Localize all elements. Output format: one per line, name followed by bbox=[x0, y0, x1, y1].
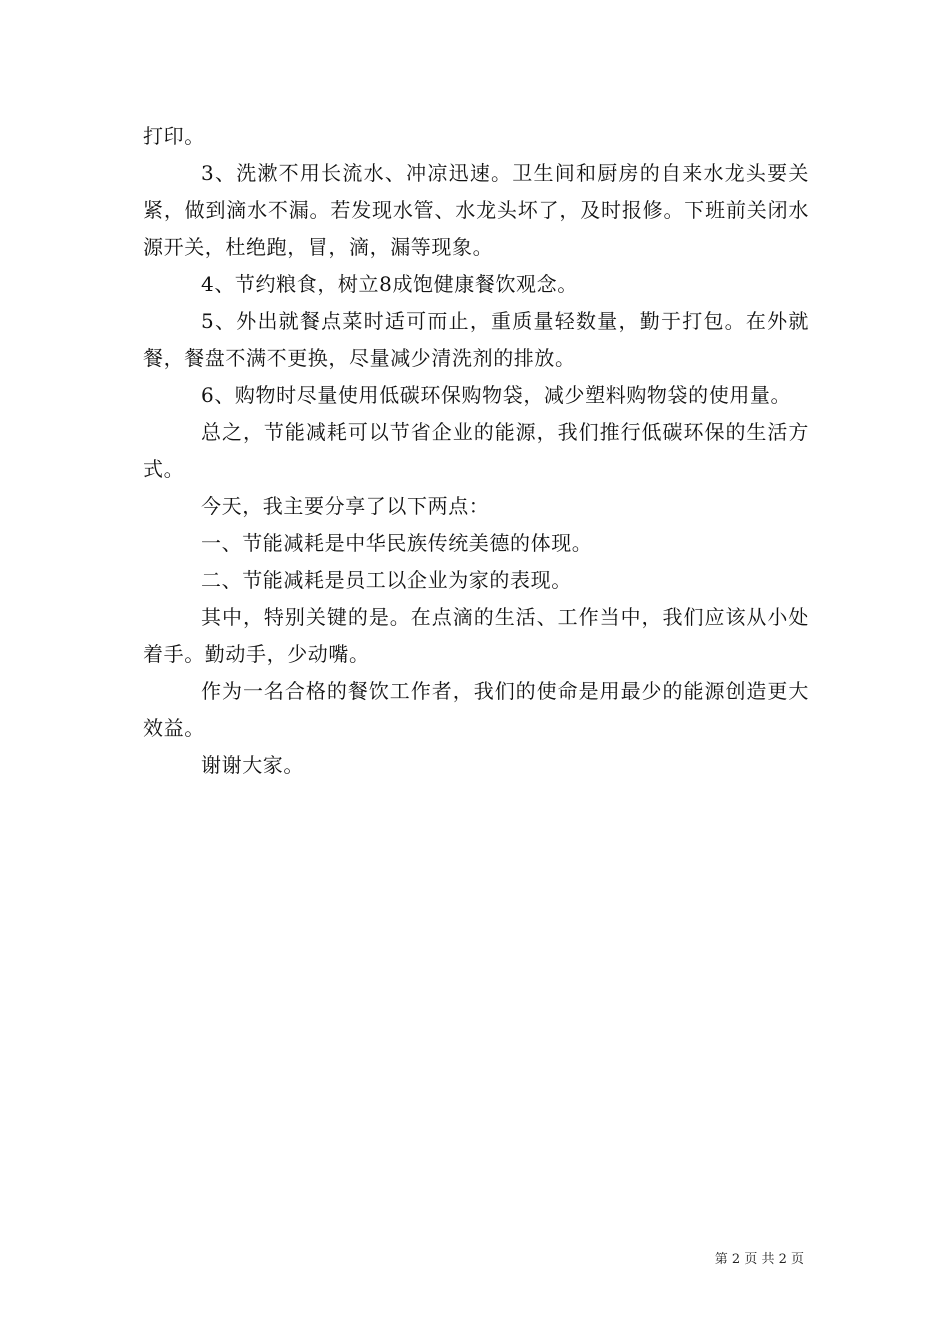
paragraph-1: 打印。 bbox=[143, 124, 205, 148]
paragraph-8: 一、节能减耗是中华民族传统美德的体现。 bbox=[201, 531, 593, 555]
paragraph-10: 其中，特别关键的是。在点滴的生活、工作当中，我们应该从小处着手。勤动手，少动嘴。 bbox=[143, 605, 809, 666]
paragraph-12: 谢谢大家。 bbox=[201, 753, 304, 777]
paragraph-4: 5、外出就餐点菜时适可而止，重质量轻数量，勤于打包。在外就餐，餐盘不满不更换，尽量减少清洗剂的排放。 bbox=[143, 309, 809, 370]
document-body bbox=[143, 118, 809, 784]
paragraph-2: 3、洗漱不用长流水、冲凉迅速。卫生间和厨房的自来水龙头要关紧，做到滴水不漏。若发现水管、水龙头坏了，及时报修。下班前关闭水源开关，杜绝跑，冒，滴，漏等现象。 bbox=[143, 161, 809, 259]
paragraph-6: 总之，节能减耗可以节省企业的能源，我们推行低碳环保的生活方式。 bbox=[143, 420, 809, 481]
paragraph-11: 作为一名合格的餐饮工作者，我们的使命是用最少的能源创造更大效益。 bbox=[143, 679, 809, 740]
paragraph-9: 二、节能减耗是员工以企业为家的表现。 bbox=[201, 568, 572, 592]
paragraph-7: 今天，我主要分享了以下两点： bbox=[201, 494, 490, 518]
paragraph-3: 4、节约粮食，树立8成饱健康餐饮观念。 bbox=[201, 272, 578, 296]
page-footer: 第 2 页 共 2 页 bbox=[714, 1252, 804, 1267]
paragraph-5: 6、购物时尽量使用低碳环保购物袋，减少塑料购物袋的使用量。 bbox=[201, 383, 792, 407]
